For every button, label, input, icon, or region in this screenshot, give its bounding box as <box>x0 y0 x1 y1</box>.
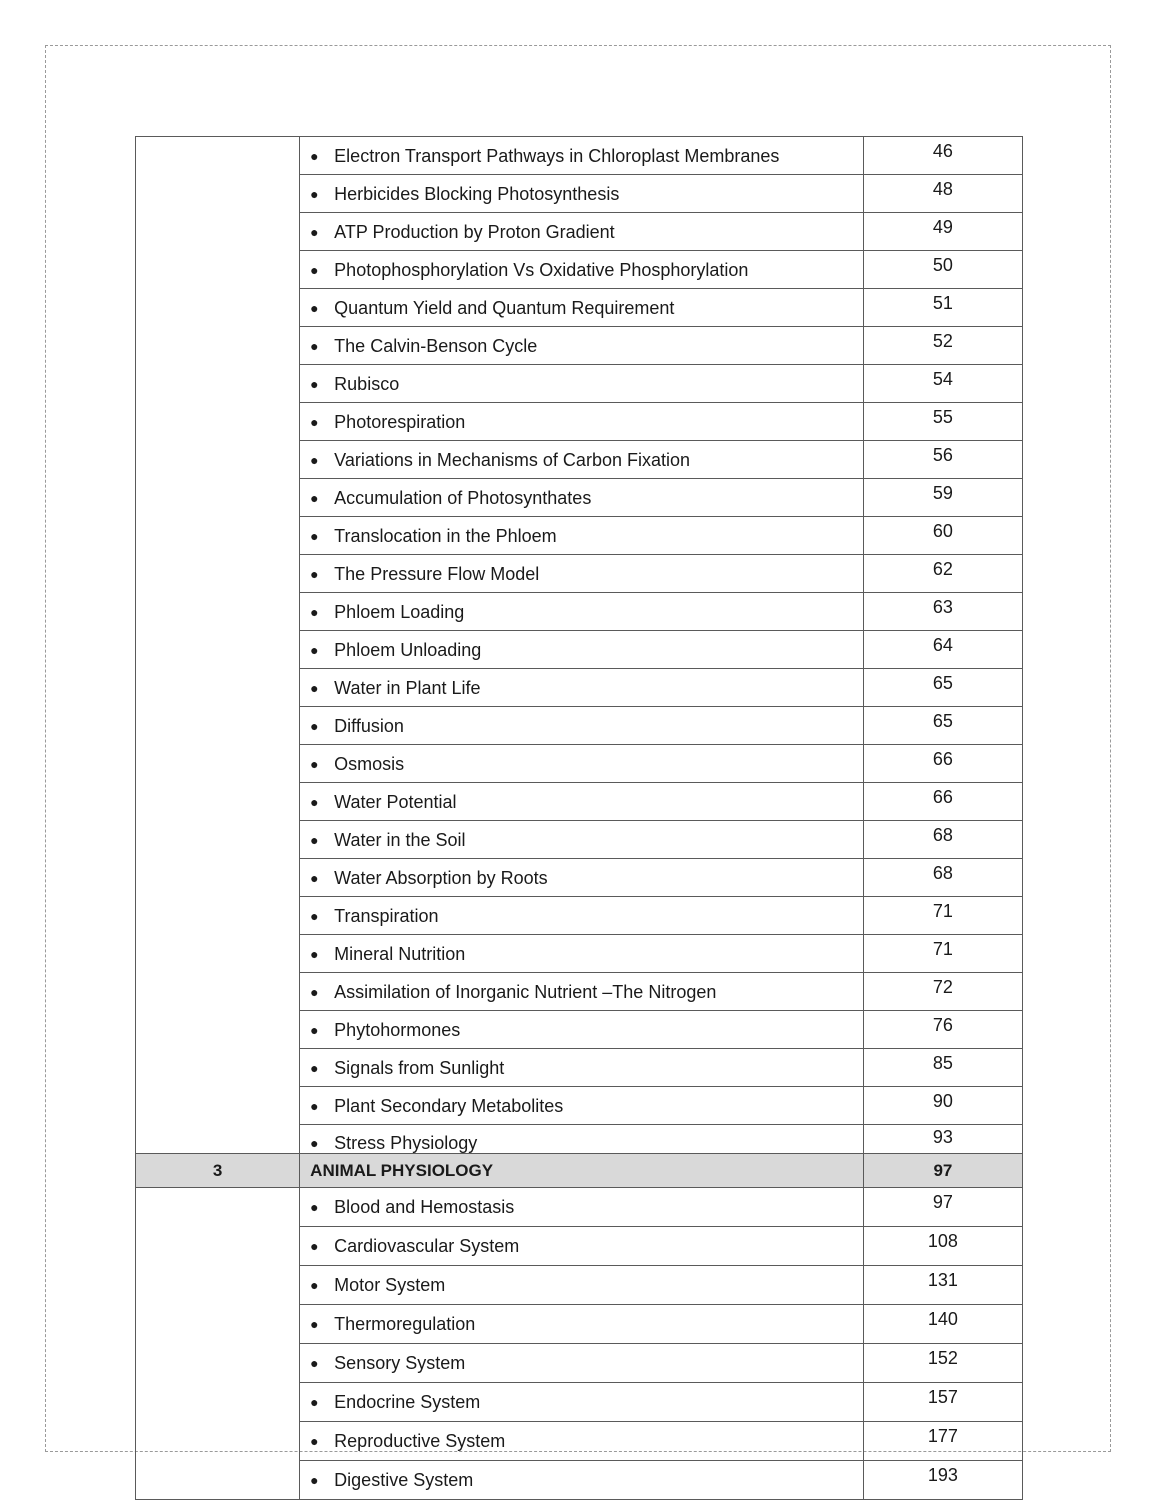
toc-page-number: 93 <box>863 1125 1022 1154</box>
toc-topic-cell <box>300 707 864 745</box>
toc-page-number: 51 <box>863 289 1022 327</box>
toc-page-number: 85 <box>863 1049 1022 1087</box>
toc-topic-cell <box>300 935 864 973</box>
bullet-icon: ● <box>310 223 319 240</box>
toc-topic-cell <box>300 213 864 251</box>
bullet-icon: ● <box>310 147 319 164</box>
toc-topic-cell <box>300 783 864 821</box>
toc-page-number: 108 <box>863 1227 1022 1266</box>
toc-topic-label: Water in the Soil <box>334 829 466 850</box>
bullet-icon: ● <box>310 337 319 354</box>
bullet-icon: ● <box>310 1097 319 1114</box>
toc-topic-label: Endocrine System <box>334 1392 481 1412</box>
toc-page-number: 193 <box>863 1461 1022 1500</box>
toc-page-number: 131 <box>863 1266 1022 1305</box>
bullet-icon: ● <box>310 299 319 316</box>
toc-topic-label: Stress Physiology <box>334 1133 478 1153</box>
bullet-icon: ● <box>310 527 319 544</box>
toc-topic-cell <box>300 1344 864 1383</box>
bullet-icon: ● <box>310 1355 319 1371</box>
toc-page-number: 63 <box>863 593 1022 631</box>
toc-page-number: 72 <box>863 973 1022 1011</box>
toc-topic-cell <box>300 1087 864 1125</box>
toc-topic-cell <box>300 745 864 783</box>
toc-topic-cell <box>300 1227 864 1266</box>
section-header-row <box>136 1154 1023 1188</box>
toc-topic-cell <box>300 897 864 935</box>
bullet-icon: ● <box>310 945 319 962</box>
toc-topic-cell <box>300 403 864 441</box>
toc-topic-label: Plant Secondary Metabolites <box>334 1095 564 1116</box>
toc-topic-label: Digestive System <box>334 1470 474 1490</box>
toc-topic-cell <box>300 251 864 289</box>
toc-topic-label: Water Potential <box>334 791 457 812</box>
toc-topic-label: Water in Plant Life <box>334 677 481 698</box>
toc-page-number: 68 <box>863 821 1022 859</box>
toc-topic-label: Diffusion <box>334 715 404 736</box>
toc-topic-cell <box>300 593 864 631</box>
bullet-icon: ● <box>310 565 319 582</box>
toc-topic-label: Transpiration <box>334 905 439 926</box>
toc-topic-label: Variations in Mechanisms of Carbon Fixation <box>334 449 690 470</box>
bullet-icon: ● <box>310 831 319 848</box>
toc-topic-label: Translocation in the Phloem <box>334 525 557 546</box>
toc-topic-cell <box>300 821 864 859</box>
toc-page-number: 97 <box>863 1188 1022 1227</box>
toc-topic-label: Phloem Loading <box>334 601 465 622</box>
bullet-icon: ● <box>310 185 319 202</box>
toc-topic-label: Osmosis <box>334 753 405 774</box>
toc-row <box>136 1188 1023 1227</box>
toc-topic-label: Mineral Nutrition <box>334 943 466 964</box>
toc-page-number: 157 <box>863 1383 1022 1422</box>
toc-page-number: 56 <box>863 441 1022 479</box>
toc-page-number: 60 <box>863 517 1022 555</box>
section-number: 3 <box>136 1154 300 1188</box>
toc-topic-cell <box>300 517 864 555</box>
bullet-icon: ● <box>310 413 319 430</box>
toc-topic-label: Photorespiration <box>334 411 466 432</box>
bullet-icon: ● <box>310 793 319 810</box>
toc-topic-cell <box>300 137 864 175</box>
toc-topic-label: Rubisco <box>334 373 400 394</box>
bullet-icon: ● <box>310 603 319 620</box>
toc-page-number: 50 <box>863 251 1022 289</box>
toc-topic-cell <box>300 365 864 403</box>
toc-page-number: 68 <box>863 859 1022 897</box>
toc-topic-cell <box>300 1266 864 1305</box>
bullet-icon: ● <box>310 1277 319 1293</box>
toc-topic-cell <box>300 1383 864 1422</box>
toc-page-number: 64 <box>863 631 1022 669</box>
bullet-icon: ● <box>310 1021 319 1038</box>
toc-page-number: 65 <box>863 669 1022 707</box>
toc-row <box>136 137 1023 175</box>
contents-table <box>135 136 1023 1500</box>
section-page-number: 97 <box>863 1154 1022 1188</box>
toc-topic-cell <box>300 1422 864 1461</box>
toc-topic-cell <box>300 479 864 517</box>
toc-topic-label: Herbicides Blocking Photosynthesis <box>334 183 620 204</box>
section-number-cell-empty <box>136 137 300 1154</box>
toc-topic-label: Cardiovascular System <box>334 1236 520 1256</box>
toc-topic-cell <box>300 973 864 1011</box>
toc-topic-cell <box>300 289 864 327</box>
toc-topic-cell <box>300 631 864 669</box>
toc-page-number: 177 <box>863 1422 1022 1461</box>
toc-topic-cell <box>300 1461 864 1500</box>
section-title: ANIMAL PHYSIOLOGY <box>300 1154 864 1188</box>
toc-topic-cell <box>300 669 864 707</box>
toc-page-number: 71 <box>863 897 1022 935</box>
toc-topic-label: Motor System <box>334 1275 446 1295</box>
bullet-icon: ● <box>310 907 319 924</box>
bullet-icon: ● <box>310 679 319 696</box>
toc-page-number: 62 <box>863 555 1022 593</box>
toc-topic-label: Accumulation of Photosynthates <box>334 487 592 508</box>
bullet-icon: ● <box>310 755 319 772</box>
toc-page-number: 76 <box>863 1011 1022 1049</box>
toc-page-number: 71 <box>863 935 1022 973</box>
toc-topic-label: Photophosphorylation Vs Oxidative Phosphorylation <box>334 259 749 280</box>
bullet-icon: ● <box>310 1238 319 1254</box>
contents-table-body <box>136 137 1023 1500</box>
toc-page-number: 59 <box>863 479 1022 517</box>
bullet-icon: ● <box>310 641 319 658</box>
section-number-cell-empty <box>136 1188 300 1500</box>
toc-topic-cell <box>300 441 864 479</box>
toc-topic-label: Assimilation of Inorganic Nutrient –The Nitrogen <box>334 981 717 1002</box>
toc-topic-cell <box>300 1049 864 1087</box>
toc-topic-label: Phytohormones <box>334 1019 461 1040</box>
toc-topic-cell <box>300 1125 864 1154</box>
bullet-icon: ● <box>310 983 319 1000</box>
toc-topic-label: The Calvin-Benson Cycle <box>334 335 538 356</box>
toc-page-number: 66 <box>863 745 1022 783</box>
bullet-icon: ● <box>310 1316 319 1332</box>
toc-topic-label: Sensory System <box>334 1353 466 1373</box>
toc-page-number: 65 <box>863 707 1022 745</box>
bullet-icon: ● <box>310 717 319 734</box>
toc-topic-label: Water Absorption by Roots <box>334 867 548 888</box>
toc-topic-cell <box>300 555 864 593</box>
bullet-icon: ● <box>310 869 319 886</box>
toc-page-number: 55 <box>863 403 1022 441</box>
toc-page-number: 66 <box>863 783 1022 821</box>
toc-topic-label: Blood and Hemostasis <box>334 1197 515 1217</box>
toc-topic-label: Signals from Sunlight <box>334 1057 505 1078</box>
bullet-icon: ● <box>310 375 319 392</box>
toc-topic-cell <box>300 1011 864 1049</box>
toc-topic-label: Quantum Yield and Quantum Requirement <box>334 297 675 318</box>
bullet-icon: ● <box>310 1135 319 1151</box>
bullet-icon: ● <box>310 1199 319 1215</box>
bullet-icon: ● <box>310 489 319 506</box>
toc-page-number: 152 <box>863 1344 1022 1383</box>
toc-page-number: 46 <box>863 137 1022 175</box>
toc-topic-label: ATP Production by Proton Gradient <box>334 221 615 242</box>
toc-topic-cell <box>300 859 864 897</box>
toc-topic-label: Reproductive System <box>334 1431 506 1451</box>
toc-topic-label: Electron Transport Pathways in Chloroplast Membranes <box>334 145 780 166</box>
toc-page-number: 52 <box>863 327 1022 365</box>
bullet-icon: ● <box>310 1059 319 1076</box>
toc-topic-label: Phloem Unloading <box>334 639 482 660</box>
toc-page-number: 140 <box>863 1305 1022 1344</box>
toc-page-number: 48 <box>863 175 1022 213</box>
bullet-icon: ● <box>310 1472 319 1488</box>
toc-topic-cell <box>300 1305 864 1344</box>
toc-page-number: 90 <box>863 1087 1022 1125</box>
bullet-icon: ● <box>310 261 319 278</box>
toc-topic-label: The Pressure Flow Model <box>334 563 540 584</box>
bullet-icon: ● <box>310 1433 319 1449</box>
toc-topic-label: Thermoregulation <box>334 1314 476 1334</box>
toc-page-number: 49 <box>863 213 1022 251</box>
bullet-icon: ● <box>310 1394 319 1410</box>
toc-topic-cell <box>300 327 864 365</box>
toc-topic-cell <box>300 175 864 213</box>
toc-page-number: 54 <box>863 365 1022 403</box>
bullet-icon: ● <box>310 451 319 468</box>
toc-topic-cell <box>300 1188 864 1227</box>
